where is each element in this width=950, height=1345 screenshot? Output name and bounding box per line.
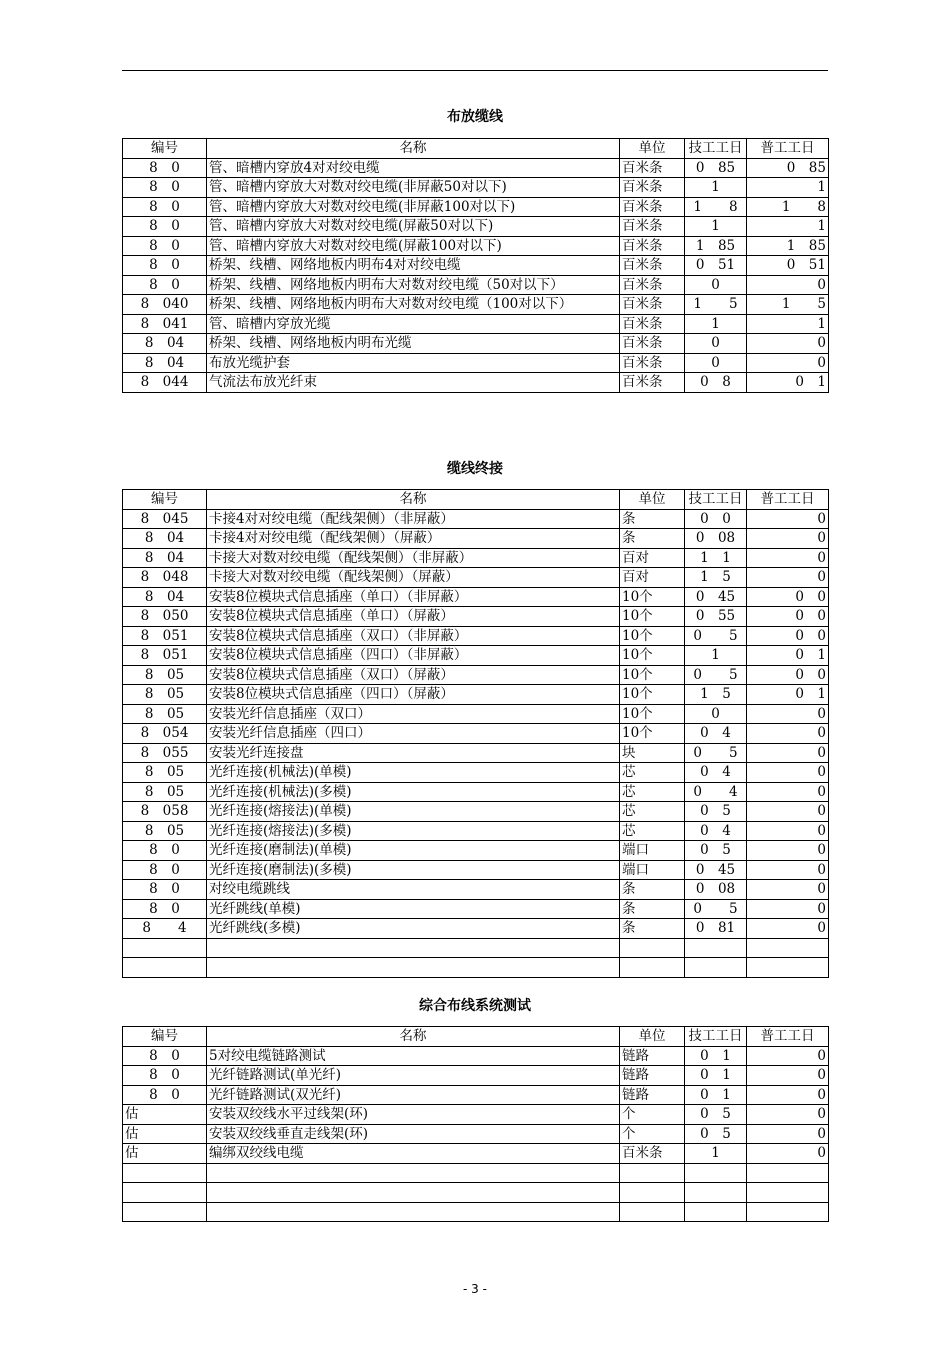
cell-code: 8 0 — [123, 275, 207, 295]
cell-name: 桥架、线槽、网络地板内明布大对数对绞电缆（100对以下） — [207, 295, 620, 315]
cell-unit: 端口 — [620, 841, 685, 861]
cell-name: 安装8位模块式信息插座（双口）（屏蔽） — [207, 665, 620, 685]
cell-code: 8 4 — [123, 919, 207, 939]
cell-name: 桥架、线槽、网络地板内明布光缆 — [207, 334, 620, 354]
cell-general-days: 0 — [747, 334, 829, 354]
cell-general-days: 1 — [747, 314, 829, 334]
table-row — [123, 1124, 829, 1144]
cell-skilled-days: 0 85 — [685, 158, 747, 178]
cell-general-days: 0 — [747, 353, 829, 373]
table-row — [123, 607, 829, 627]
cell-name — [207, 1202, 620, 1222]
table-cable-laying — [122, 138, 829, 393]
cell-code: 估 — [123, 1124, 207, 1144]
cell-code — [123, 1202, 207, 1222]
cell-code: 8 05 — [123, 685, 207, 705]
cell-skilled-days: 1 — [685, 217, 747, 237]
table-row — [123, 587, 829, 607]
cell-unit: 百米条 — [620, 373, 685, 393]
cell-code — [123, 938, 207, 958]
cell-code: 8 051 — [123, 626, 207, 646]
cell-skilled-days: 0 1 — [685, 1046, 747, 1066]
header-name: 名称 — [207, 490, 620, 510]
cell-general-days — [747, 958, 829, 978]
cell-general-days: 0 — [747, 275, 829, 295]
cell-general-days: 0 — [747, 1144, 829, 1164]
cell-code: 8 05 — [123, 665, 207, 685]
cell-code: 8 0 — [123, 899, 207, 919]
cell-general-days: 0 — [747, 1046, 829, 1066]
cell-name: 编绑双绞线电缆 — [207, 1144, 620, 1164]
cell-unit: 百米条 — [620, 334, 685, 354]
cell-general-days: 1 8 — [747, 197, 829, 217]
table-row — [123, 685, 829, 705]
cell-name: 卡接4对对绞电缆（配线架侧）（屏蔽） — [207, 529, 620, 549]
cell-code: 8 058 — [123, 802, 207, 822]
cell-skilled-days: 0 1 — [685, 1085, 747, 1105]
table-row — [123, 197, 829, 217]
cell-name: 管、暗槽内穿放光缆 — [207, 314, 620, 334]
cell-general-days: 0 — [747, 899, 829, 919]
table-row — [123, 217, 829, 237]
cell-unit: 百米条 — [620, 295, 685, 315]
cell-name: 管、暗槽内穿放大对数对绞电缆(非屏蔽100对以下) — [207, 197, 620, 217]
cell-unit: 10个 — [620, 704, 685, 724]
section-title-cable-termination: 缆线终接 — [447, 461, 503, 477]
cell-code: 8 0 — [123, 1085, 207, 1105]
cell-skilled-days: 0 0 — [685, 509, 747, 529]
cell-name — [207, 1183, 620, 1203]
cell-general-days: 0 — [747, 763, 829, 783]
cell-name: 卡接4对对绞电缆（配线架侧）（非屏蔽） — [207, 509, 620, 529]
header-skilled-days: 技工工日 — [685, 139, 747, 159]
cell-name — [207, 938, 620, 958]
cell-general-days — [747, 1163, 829, 1183]
cell-unit: 条 — [620, 529, 685, 549]
cell-skilled-days: 0 8 — [685, 373, 747, 393]
cell-skilled-days: 0 — [685, 353, 747, 373]
cell-unit: 个 — [620, 1105, 685, 1125]
cell-code: 8 0 — [123, 158, 207, 178]
cell-code: 8 0 — [123, 256, 207, 276]
table-row — [123, 529, 829, 549]
cell-skilled-days: 0 4 — [685, 782, 747, 802]
cell-general-days: 0 1 — [747, 373, 829, 393]
cell-general-days: 0 — [747, 1124, 829, 1144]
cell-general-days: 1 — [747, 178, 829, 198]
table-header-row — [123, 1027, 829, 1047]
cell-general-days: 0 — [747, 509, 829, 529]
table-row — [123, 763, 829, 783]
cell-unit: 百米条 — [620, 178, 685, 198]
cell-unit — [620, 958, 685, 978]
cell-unit: 条 — [620, 899, 685, 919]
cell-code: 8 045 — [123, 509, 207, 529]
cell-code: 8 05 — [123, 763, 207, 783]
cell-unit: 百米条 — [620, 256, 685, 276]
cell-skilled-days: 0 4 — [685, 763, 747, 783]
cell-unit: 端口 — [620, 860, 685, 880]
table-row — [123, 1085, 829, 1105]
cell-name: 光纤链路测试(双光纤) — [207, 1085, 620, 1105]
cell-code: 估 — [123, 1105, 207, 1125]
cell-unit: 百米条 — [620, 158, 685, 178]
cell-code: 8 04 — [123, 587, 207, 607]
table-row — [123, 1202, 829, 1222]
cell-general-days: 0 — [747, 821, 829, 841]
cell-unit: 条 — [620, 509, 685, 529]
table-row — [123, 178, 829, 198]
table-row — [123, 880, 829, 900]
cell-name: 对绞电缆跳线 — [207, 880, 620, 900]
table-row — [123, 353, 829, 373]
cell-general-days: 0 — [747, 860, 829, 880]
cell-unit: 百米条 — [620, 1144, 685, 1164]
cell-unit: 百对 — [620, 548, 685, 568]
cell-general-days: 0 — [747, 802, 829, 822]
cell-unit: 10个 — [620, 587, 685, 607]
cell-general-days: 0 — [747, 743, 829, 763]
cell-skilled-days: 0 5 — [685, 802, 747, 822]
header-skilled-days: 技工工日 — [685, 490, 747, 510]
cell-name: 安装8位模块式信息插座（单口）（屏蔽） — [207, 607, 620, 627]
cell-code — [123, 958, 207, 978]
cell-name: 气流法布放光纤束 — [207, 373, 620, 393]
cell-name: 桥架、线槽、网络地板内明布大对数对绞电缆（50对以下） — [207, 275, 620, 295]
cell-skilled-days: 0 5 — [685, 743, 747, 763]
header-skilled-days: 技工工日 — [685, 1027, 747, 1047]
cell-name: 光纤连接(磨制法)(多模) — [207, 860, 620, 880]
cell-name — [207, 958, 620, 978]
cell-name: 安装双绞线水平过线架(环) — [207, 1105, 620, 1125]
table-row — [123, 821, 829, 841]
cell-general-days: 0 — [747, 548, 829, 568]
cell-skilled-days: 0 — [685, 275, 747, 295]
table-row — [123, 919, 829, 939]
cell-general-days — [747, 1183, 829, 1203]
cell-skilled-days: 1 8 — [685, 197, 747, 217]
cell-unit: 百米条 — [620, 275, 685, 295]
cell-skilled-days: 1 5 — [685, 295, 747, 315]
cell-general-days: 0 1 — [747, 685, 829, 705]
cell-unit: 块 — [620, 743, 685, 763]
section-title-system-testing: 综合布线系统测试 — [419, 998, 531, 1014]
cell-skilled-days: 0 5 — [685, 1124, 747, 1144]
cell-code: 8 0 — [123, 841, 207, 861]
cell-skilled-days: 1 — [685, 646, 747, 666]
cell-skilled-days: 0 08 — [685, 529, 747, 549]
cell-name: 安装8位模块式信息插座（单口）（非屏蔽） — [207, 587, 620, 607]
cell-skilled-days: 0 45 — [685, 860, 747, 880]
table-cable-termination — [122, 489, 829, 978]
table-row — [123, 158, 829, 178]
table-row — [123, 841, 829, 861]
table-header-row — [123, 490, 829, 510]
cell-skilled-days: 0 5 — [685, 626, 747, 646]
cell-name: 安装8位模块式信息插座（双口）（非屏蔽） — [207, 626, 620, 646]
cell-unit — [620, 1202, 685, 1222]
cell-general-days: 0 85 — [747, 158, 829, 178]
cell-code: 8 041 — [123, 314, 207, 334]
cell-name — [207, 1163, 620, 1183]
cell-unit: 芯 — [620, 763, 685, 783]
table-row — [123, 1046, 829, 1066]
cell-skilled-days — [685, 1202, 747, 1222]
cell-unit: 个 — [620, 1124, 685, 1144]
cell-skilled-days: 1 5 — [685, 685, 747, 705]
cell-general-days: 0 — [747, 724, 829, 744]
cell-unit: 链路 — [620, 1085, 685, 1105]
cell-general-days: 1 — [747, 217, 829, 237]
cell-unit: 10个 — [620, 685, 685, 705]
table-row — [123, 665, 829, 685]
page-number: - 3 - — [463, 1282, 487, 1296]
cell-name: 光纤连接(机械法)(单模) — [207, 763, 620, 783]
cell-skilled-days: 0 5 — [685, 841, 747, 861]
cell-code: 8 0 — [123, 217, 207, 237]
table-row — [123, 782, 829, 802]
cell-general-days: 0 — [747, 880, 829, 900]
cell-skilled-days: 0 4 — [685, 724, 747, 744]
cell-unit: 百米条 — [620, 217, 685, 237]
cell-code — [123, 1163, 207, 1183]
header-name: 名称 — [207, 1027, 620, 1047]
cell-code: 8 0 — [123, 860, 207, 880]
cell-skilled-days: 0 5 — [685, 1105, 747, 1125]
header-unit: 单位 — [620, 490, 685, 510]
cell-code: 8 0 — [123, 178, 207, 198]
cell-unit — [620, 938, 685, 958]
cell-skilled-days: 0 — [685, 704, 747, 724]
cell-unit: 条 — [620, 919, 685, 939]
cell-unit: 10个 — [620, 607, 685, 627]
table-row — [123, 548, 829, 568]
table-row — [123, 295, 829, 315]
cell-unit: 10个 — [620, 646, 685, 666]
cell-general-days: 0 — [747, 919, 829, 939]
cell-name: 管、暗槽内穿放4对对绞电缆 — [207, 158, 620, 178]
cell-unit: 条 — [620, 880, 685, 900]
cell-code: 8 04 — [123, 353, 207, 373]
table-row — [123, 704, 829, 724]
cell-name: 光纤跳线(多模) — [207, 919, 620, 939]
cell-general-days: 0 51 — [747, 256, 829, 276]
cell-name: 光纤连接(磨制法)(单模) — [207, 841, 620, 861]
cell-unit — [620, 1163, 685, 1183]
cell-skilled-days — [685, 1183, 747, 1203]
table-row — [123, 373, 829, 393]
cell-unit: 百米条 — [620, 197, 685, 217]
cell-skilled-days: 1 85 — [685, 236, 747, 256]
cell-unit: 百对 — [620, 568, 685, 588]
cell-name: 桥架、线槽、网络地板内明布4对对绞电缆 — [207, 256, 620, 276]
cell-general-days — [747, 1202, 829, 1222]
table-row — [123, 256, 829, 276]
section-title-cable-laying: 布放缆线 — [447, 109, 503, 125]
cell-code: 8 044 — [123, 373, 207, 393]
table-header-row — [123, 139, 829, 159]
cell-unit: 10个 — [620, 626, 685, 646]
cell-general-days: 0 — [747, 529, 829, 549]
header-rule — [122, 70, 828, 71]
cell-name: 光纤连接(熔接法)(多模) — [207, 821, 620, 841]
cell-code: 8 05 — [123, 782, 207, 802]
cell-code: 8 0 — [123, 1066, 207, 1086]
cell-code: 8 051 — [123, 646, 207, 666]
table-row — [123, 724, 829, 744]
cell-name: 光纤连接(熔接法)(单模) — [207, 802, 620, 822]
cell-name: 卡接大对数对绞电缆（配线架侧）（非屏蔽） — [207, 548, 620, 568]
cell-code: 8 0 — [123, 236, 207, 256]
cell-unit: 芯 — [620, 821, 685, 841]
cell-code: 8 05 — [123, 704, 207, 724]
cell-code: 8 04 — [123, 529, 207, 549]
cell-skilled-days: 0 55 — [685, 607, 747, 627]
table-row — [123, 334, 829, 354]
cell-general-days: 0 — [747, 568, 829, 588]
table-row — [123, 314, 829, 334]
table-row — [123, 1144, 829, 1164]
cell-code: 8 0 — [123, 197, 207, 217]
cell-code: 估 — [123, 1144, 207, 1164]
cell-skilled-days: 0 1 — [685, 1066, 747, 1086]
cell-name: 安装8位模块式信息插座（四口）（非屏蔽） — [207, 646, 620, 666]
cell-name: 安装双绞线垂直走线架(环) — [207, 1124, 620, 1144]
cell-unit: 芯 — [620, 802, 685, 822]
table-row — [123, 958, 829, 978]
cell-code: 8 0 — [123, 1046, 207, 1066]
cell-skilled-days: 1 1 — [685, 548, 747, 568]
cell-name: 安装8位模块式信息插座（四口）（屏蔽） — [207, 685, 620, 705]
table-row — [123, 1105, 829, 1125]
cell-skilled-days: 0 5 — [685, 899, 747, 919]
cell-code: 8 050 — [123, 607, 207, 627]
cell-general-days: 0 0 — [747, 587, 829, 607]
cell-general-days: 0 0 — [747, 626, 829, 646]
cell-general-days: 1 85 — [747, 236, 829, 256]
cell-name: 安装光纤信息插座（四口） — [207, 724, 620, 744]
cell-unit: 芯 — [620, 782, 685, 802]
cell-skilled-days: 0 5 — [685, 665, 747, 685]
table-row — [123, 938, 829, 958]
cell-skilled-days — [685, 938, 747, 958]
table-row — [123, 509, 829, 529]
cell-general-days: 0 — [747, 841, 829, 861]
cell-code: 8 040 — [123, 295, 207, 315]
cell-general-days: 0 — [747, 1085, 829, 1105]
cell-code: 8 04 — [123, 548, 207, 568]
cell-general-days: 0 — [747, 782, 829, 802]
cell-name: 5对绞电缆链路测试 — [207, 1046, 620, 1066]
header-general-days: 普工工日 — [747, 490, 829, 510]
table-row — [123, 275, 829, 295]
cell-code: 8 04 — [123, 334, 207, 354]
cell-skilled-days — [685, 958, 747, 978]
cell-name: 管、暗槽内穿放大对数对绞电缆(非屏蔽50对以下) — [207, 178, 620, 198]
table-row — [123, 1066, 829, 1086]
cell-name: 卡接大对数对绞电缆（配线架侧）（屏蔽） — [207, 568, 620, 588]
cell-unit: 百米条 — [620, 353, 685, 373]
header-unit: 单位 — [620, 1027, 685, 1047]
cell-name: 管、暗槽内穿放大对数对绞电缆(屏蔽100对以下) — [207, 236, 620, 256]
cell-general-days: 0 — [747, 704, 829, 724]
cell-unit: 链路 — [620, 1066, 685, 1086]
table-system-testing — [122, 1026, 829, 1222]
cell-skilled-days — [685, 1163, 747, 1183]
cell-name: 光纤链路测试(单光纤) — [207, 1066, 620, 1086]
cell-code: 8 048 — [123, 568, 207, 588]
cell-general-days: 0 — [747, 1066, 829, 1086]
header-code: 编号 — [123, 1027, 207, 1047]
cell-name: 管、暗槽内穿放大对数对绞电缆(屏蔽50对以下) — [207, 217, 620, 237]
cell-skilled-days: 0 45 — [685, 587, 747, 607]
header-code: 编号 — [123, 490, 207, 510]
cell-code: 8 054 — [123, 724, 207, 744]
table-row — [123, 899, 829, 919]
cell-name: 安装光纤连接盘 — [207, 743, 620, 763]
cell-unit: 百米条 — [620, 236, 685, 256]
cell-code: 8 055 — [123, 743, 207, 763]
table-row — [123, 743, 829, 763]
table-row — [123, 236, 829, 256]
cell-general-days: 1 5 — [747, 295, 829, 315]
cell-name: 布放光缆护套 — [207, 353, 620, 373]
cell-skilled-days: 1 — [685, 314, 747, 334]
cell-general-days: 0 0 — [747, 607, 829, 627]
header-unit: 单位 — [620, 139, 685, 159]
table-row — [123, 802, 829, 822]
cell-unit: 10个 — [620, 665, 685, 685]
cell-general-days: 0 1 — [747, 646, 829, 666]
cell-skilled-days: 0 — [685, 334, 747, 354]
header-general-days: 普工工日 — [747, 139, 829, 159]
cell-name: 光纤跳线(单模) — [207, 899, 620, 919]
cell-unit: 百米条 — [620, 314, 685, 334]
cell-skilled-days: 0 51 — [685, 256, 747, 276]
cell-name: 光纤连接(机械法)(多模) — [207, 782, 620, 802]
table-row — [123, 1183, 829, 1203]
cell-unit — [620, 1183, 685, 1203]
cell-general-days: 0 0 — [747, 665, 829, 685]
cell-unit: 链路 — [620, 1046, 685, 1066]
header-code: 编号 — [123, 139, 207, 159]
cell-general-days — [747, 938, 829, 958]
cell-code: 8 05 — [123, 821, 207, 841]
cell-code: 8 0 — [123, 880, 207, 900]
cell-code — [123, 1183, 207, 1203]
cell-skilled-days: 0 4 — [685, 821, 747, 841]
cell-skilled-days: 0 81 — [685, 919, 747, 939]
table-row — [123, 568, 829, 588]
header-name: 名称 — [207, 139, 620, 159]
cell-skilled-days: 1 5 — [685, 568, 747, 588]
cell-general-days: 0 — [747, 1105, 829, 1125]
header-general-days: 普工工日 — [747, 1027, 829, 1047]
cell-skilled-days: 1 — [685, 1144, 747, 1164]
cell-name: 安装光纤信息插座（双口） — [207, 704, 620, 724]
table-row — [123, 860, 829, 880]
table-row — [123, 1163, 829, 1183]
table-row — [123, 626, 829, 646]
cell-unit: 10个 — [620, 724, 685, 744]
cell-skilled-days: 1 — [685, 178, 747, 198]
table-row — [123, 646, 829, 666]
cell-skilled-days: 0 08 — [685, 880, 747, 900]
